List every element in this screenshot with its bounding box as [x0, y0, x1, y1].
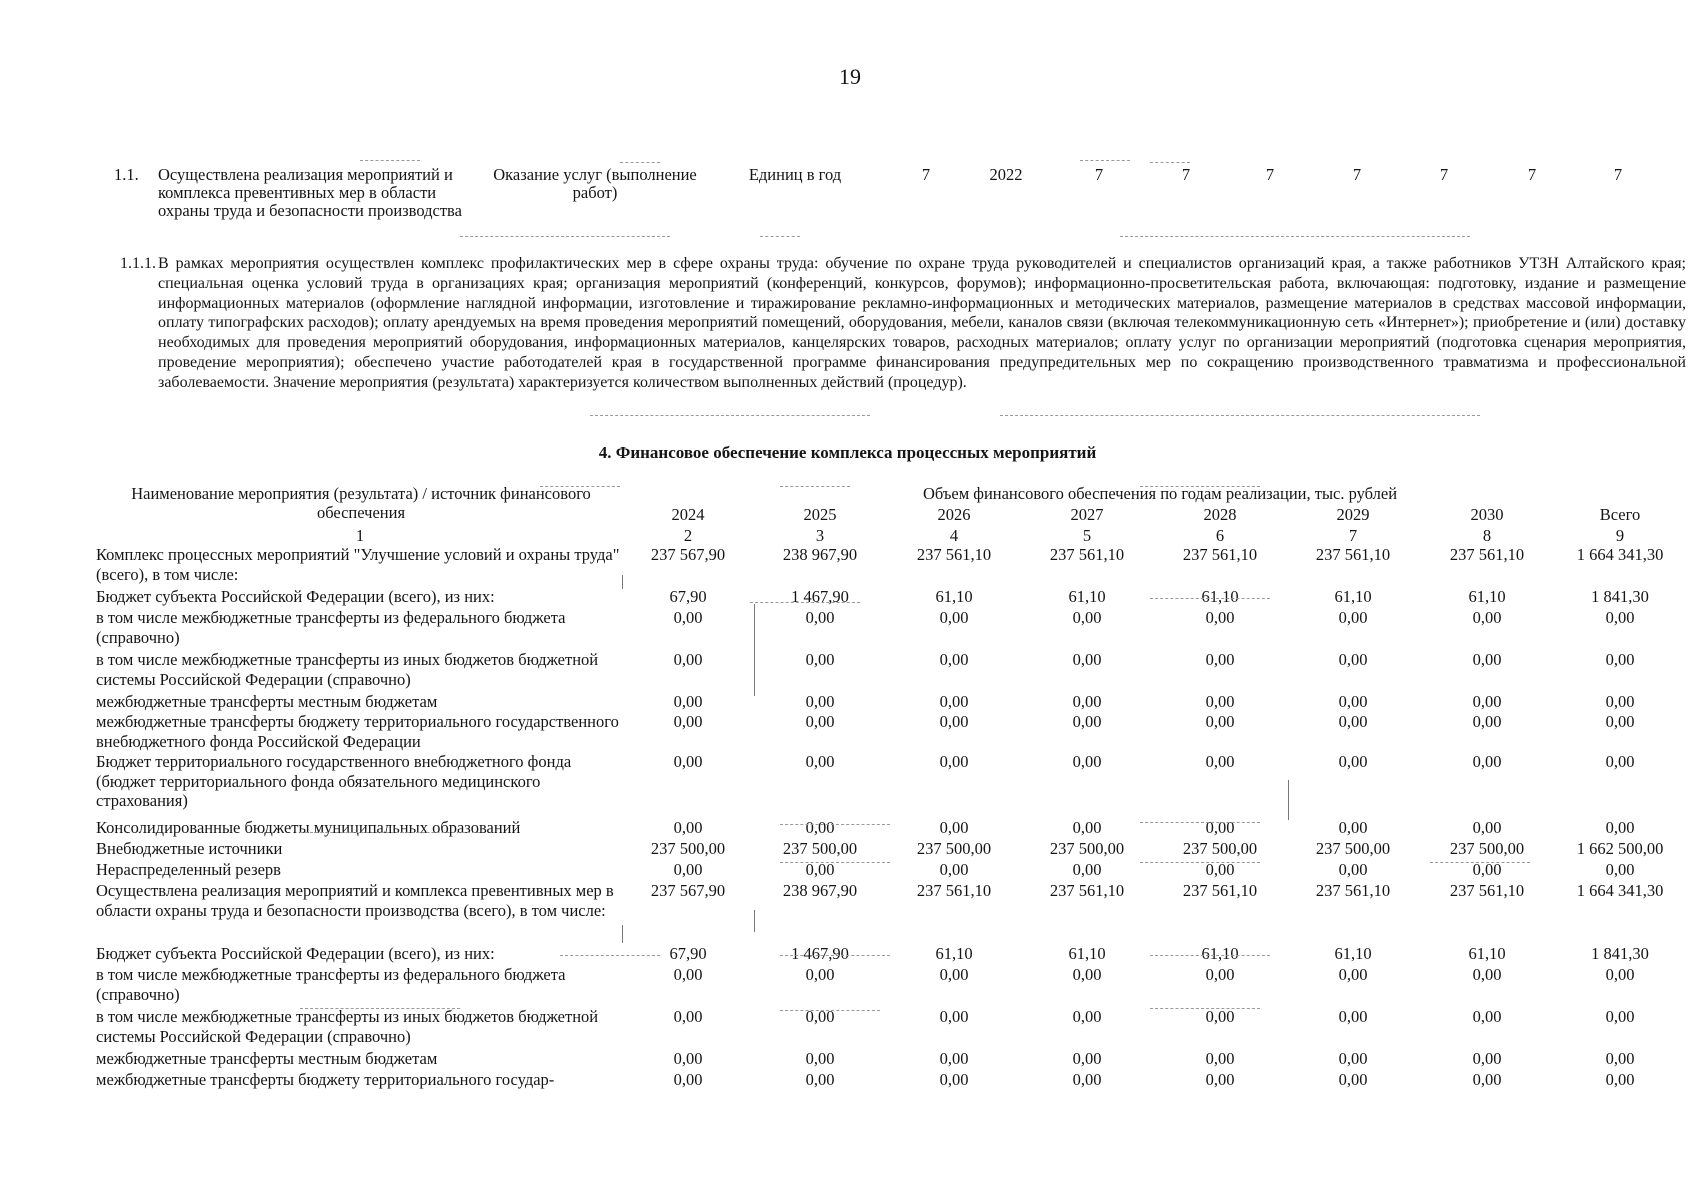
- indicator-value: 7: [1613, 165, 1623, 184]
- table-cell: 0,00: [673, 608, 703, 627]
- table-cell: 237 500,00: [1315, 839, 1391, 858]
- table-cell: 0,00: [1605, 608, 1635, 627]
- table-cell: 237 561,10: [1182, 545, 1258, 564]
- row-label: межбюджетные трансферты местным бюджетам: [96, 1049, 438, 1068]
- table-cell: 0,00: [1072, 860, 1102, 879]
- table-cell: 0,00: [1338, 818, 1368, 837]
- scan-rule: [1140, 486, 1260, 487]
- scan-rule: [300, 1008, 460, 1009]
- table-cell: 0,00: [1205, 650, 1235, 669]
- row-label: Осуществлена реализация мероприятий и комплекса превентивных мер в области охраны труда и безопасности производства (всего), в том числе:: [96, 881, 614, 920]
- table-cell: 237 561,10: [1049, 545, 1125, 564]
- table-cell: 0,00: [1205, 752, 1235, 771]
- row-label: Бюджет субъекта Российской Федерации (всего), из них:: [96, 587, 495, 606]
- table-cell: 0,00: [1205, 1049, 1235, 1068]
- table-cell: 0,00: [939, 752, 969, 771]
- table-cell: 0,00: [939, 1049, 969, 1068]
- table-cell: 0,00: [805, 1070, 835, 1089]
- table-cell: 0,00: [1338, 860, 1368, 879]
- table-cell: 0,00: [1605, 1007, 1635, 1026]
- table-cell: 237 561,10: [1449, 881, 1525, 900]
- table-cell: 0,00: [1472, 692, 1502, 711]
- table-cell: 0,00: [1205, 818, 1235, 837]
- scan-rule: [1150, 162, 1190, 163]
- table-cell: 1 467,90: [791, 587, 849, 606]
- table-cell: 0,00: [673, 1007, 703, 1026]
- scan-tick: [754, 604, 755, 696]
- table-cell: 0,00: [1072, 818, 1102, 837]
- table-cell: 0,00: [939, 712, 969, 731]
- table-cell: 0,00: [673, 752, 703, 771]
- scan-rule: [760, 236, 800, 237]
- table-cell: 0,00: [1472, 1070, 1502, 1089]
- table-cell: 0,00: [1338, 965, 1368, 984]
- table-cell: 67,90: [669, 587, 707, 606]
- row-label: в том числе межбюджетные трансферты из иных бюджетов бюджетной системы Российской Федерации (справочно): [96, 650, 599, 689]
- table-cell: 0,00: [939, 692, 969, 711]
- table-cell: 237 500,00: [1182, 839, 1258, 858]
- table-cell: 0,00: [1472, 965, 1502, 984]
- table-cell: 1 467,90: [791, 944, 849, 963]
- indicator-value: 7: [1439, 165, 1449, 184]
- scan-rule: [1150, 955, 1270, 956]
- indicator-name: Осуществлена реализация мероприятий и комплекса превентивных мер в области охраны труда и безопасности производства: [158, 165, 462, 220]
- table-cell: 0,00: [1605, 752, 1635, 771]
- table-cell: 0,00: [1338, 752, 1368, 771]
- table-cell: 0,00: [1472, 818, 1502, 837]
- table-cell: 0,00: [805, 860, 835, 879]
- scan-rule: [590, 415, 870, 416]
- row-label: в том числе межбюджетные трансферты из федерального бюджета (справочно): [96, 608, 566, 647]
- table-cell: 0,00: [805, 712, 835, 731]
- column-index: 4: [949, 526, 959, 545]
- table-cell: 0,00: [1072, 650, 1102, 669]
- table-cell: 0,00: [939, 965, 969, 984]
- page-number: 19: [839, 64, 861, 89]
- table-cell: 61,10: [1201, 587, 1239, 606]
- indicator-value: 7: [921, 165, 931, 184]
- table-cell: 61,10: [935, 944, 973, 963]
- table-cell: 0,00: [1072, 1007, 1102, 1026]
- table-cell: 0,00: [673, 1049, 703, 1068]
- scan-rule: [780, 486, 850, 487]
- scan-rule: [750, 602, 860, 603]
- table-cell: 0,00: [1072, 608, 1102, 627]
- scan-tick: [1288, 780, 1289, 820]
- table-cell: 1 664 341,30: [1576, 545, 1664, 564]
- scan-rule: [300, 832, 480, 833]
- table-cell: 0,00: [805, 650, 835, 669]
- column-index: 7: [1348, 526, 1358, 545]
- year-header: 2025: [803, 505, 837, 524]
- table-cell: 0,00: [939, 860, 969, 879]
- table-cell: 0,00: [939, 650, 969, 669]
- column-index-name: 1: [355, 526, 365, 545]
- scan-rule: [1150, 1008, 1260, 1009]
- table-cell: 61,10: [935, 587, 973, 606]
- table-cell: 0,00: [673, 965, 703, 984]
- table-cell: 0,00: [1338, 1007, 1368, 1026]
- table-cell: 0,00: [1472, 1007, 1502, 1026]
- scan-tick: [622, 925, 623, 943]
- table-cell: 0,00: [805, 818, 835, 837]
- table-cell: 0,00: [805, 1049, 835, 1068]
- table-cell: 61,10: [1334, 944, 1372, 963]
- table-cell: 0,00: [805, 1007, 835, 1026]
- description-number: 1.1.1.: [120, 255, 156, 272]
- year-header: 2030: [1470, 505, 1504, 524]
- scan-rule: [540, 486, 620, 487]
- table-cell: 61,10: [1068, 944, 1106, 963]
- scan-rule: [780, 955, 890, 956]
- table-cell: 0,00: [939, 818, 969, 837]
- scan-rule: [360, 160, 420, 161]
- table-cell: 0,00: [1605, 692, 1635, 711]
- table-cell: 0,00: [1338, 650, 1368, 669]
- indicator-value: 7: [1265, 165, 1275, 184]
- table-cell: 0,00: [1605, 860, 1635, 879]
- column-index: 8: [1482, 526, 1492, 545]
- table-cell: 61,10: [1201, 944, 1239, 963]
- table-cell: 0,00: [1605, 650, 1635, 669]
- table-cell: 237 567,90: [650, 545, 726, 564]
- year-header: 2027: [1070, 505, 1104, 524]
- table-cell: 0,00: [939, 1070, 969, 1089]
- scan-rule: [460, 236, 670, 237]
- table-cell: 61,10: [1468, 944, 1506, 963]
- indicator-value: 7: [1181, 165, 1191, 184]
- row-label: Нераспределенный резерв: [96, 860, 281, 879]
- column-index: 2: [683, 526, 693, 545]
- indicator-value: 7: [1094, 165, 1104, 184]
- table-cell: 0,00: [1205, 1007, 1235, 1026]
- table-cell: 237 561,10: [1449, 545, 1525, 564]
- row-label: в том числе межбюджетные трансферты из иных бюджетов бюджетной системы Российской Федерации (справочно): [96, 1007, 599, 1046]
- table-cell: 0,00: [1205, 692, 1235, 711]
- table-cell: 237 567,90: [650, 881, 726, 900]
- table-cell: 1 662 500,00: [1576, 839, 1664, 858]
- table-cell: 0,00: [1072, 1070, 1102, 1089]
- table-cell: 237 500,00: [916, 839, 992, 858]
- table-cell: 0,00: [805, 965, 835, 984]
- column-index: 6: [1215, 526, 1225, 545]
- table-cell: 237 500,00: [1449, 839, 1525, 858]
- column-index: 9: [1615, 526, 1625, 545]
- table-cell: 0,00: [1205, 608, 1235, 627]
- year-header: 2028: [1203, 505, 1237, 524]
- table-cell: 0,00: [1072, 712, 1102, 731]
- scan-rule: [1140, 822, 1260, 823]
- year-header: Всего: [1599, 505, 1641, 524]
- row-label: Внебюджетные источники: [96, 839, 283, 858]
- table-cell: 0,00: [805, 752, 835, 771]
- scan-rule: [620, 162, 660, 163]
- table-cell: 0,00: [1338, 1070, 1368, 1089]
- table-cell: 0,00: [1072, 752, 1102, 771]
- table-cell: 0,00: [1472, 1049, 1502, 1068]
- table-cell: 237 561,10: [1049, 881, 1125, 900]
- row-label: межбюджетные трансферты бюджету территориального государственного внебюджетного фонда Российской Федерации: [96, 712, 619, 751]
- indicator-type: Оказание услуг (выполнение работ): [493, 165, 697, 202]
- year-header: 2029: [1336, 505, 1370, 524]
- table-cell: 0,00: [1605, 712, 1635, 731]
- table-cell: 0,00: [939, 1007, 969, 1026]
- table-cell: 238 967,90: [782, 881, 858, 900]
- table-cell: 0,00: [1205, 860, 1235, 879]
- table-cell: 0,00: [673, 712, 703, 731]
- scan-tick: [754, 910, 755, 932]
- table-cell: 1 664 341,30: [1576, 881, 1664, 900]
- indicator-value: 7: [1527, 165, 1537, 184]
- table-cell: 0,00: [1072, 1049, 1102, 1068]
- row-label: Бюджет субъекта Российской Федерации (всего), из них:: [96, 944, 495, 963]
- table-cell: 0,00: [1472, 752, 1502, 771]
- table-cell: 237 561,10: [1182, 881, 1258, 900]
- table-cell: 0,00: [673, 1070, 703, 1089]
- row-label: межбюджетные трансферты бюджету территориального государ-: [96, 1070, 555, 1089]
- scan-rule: [780, 862, 890, 863]
- table-cell: 61,10: [1068, 587, 1106, 606]
- table-cell: 0,00: [1072, 692, 1102, 711]
- indicator-value: 2022: [989, 165, 1023, 184]
- row-label: межбюджетные трансферты местным бюджетам: [96, 692, 438, 711]
- table-cell: 0,00: [673, 650, 703, 669]
- table-cell: 237 561,10: [1315, 881, 1391, 900]
- table-cell: 237 500,00: [782, 839, 858, 858]
- indicator-number: 1.1.: [114, 165, 139, 184]
- indicator-value: 7: [1352, 165, 1362, 184]
- row-label: Бюджет территориального государственного внебюджетного фонда (бюджет территориального фонда обязательного медицинского страхования): [96, 752, 572, 811]
- table-cell: 237 561,10: [916, 545, 992, 564]
- scan-rule: [1000, 415, 1480, 416]
- table-cell: 0,00: [1338, 692, 1368, 711]
- table-cell: 0,00: [1072, 965, 1102, 984]
- table-cell: 0,00: [1472, 712, 1502, 731]
- scan-rule: [780, 824, 890, 825]
- table-cell: 1 841,30: [1591, 587, 1649, 606]
- table-cell: 0,00: [1338, 608, 1368, 627]
- row-label: Консолидированные бюджеты муниципальных образований: [96, 818, 521, 837]
- table-cell: 0,00: [939, 608, 969, 627]
- table-cell: 61,10: [1468, 587, 1506, 606]
- table-cell: 0,00: [1605, 965, 1635, 984]
- row-label: Комплекс процессных мероприятий "Улучшение условий и охраны труда" (всего), в том числе:: [96, 545, 620, 584]
- table-cell: 238 967,90: [782, 545, 858, 564]
- table-cell: 0,00: [805, 692, 835, 711]
- scan-rule: [1150, 598, 1270, 599]
- scan-rule: [1430, 862, 1530, 863]
- table-cell: 0,00: [1338, 1049, 1368, 1068]
- scan-rule: [1080, 160, 1130, 161]
- table-cell: 0,00: [805, 608, 835, 627]
- year-header: 2026: [937, 505, 971, 524]
- table-cell: 0,00: [1205, 712, 1235, 731]
- table-cell: 0,00: [1472, 650, 1502, 669]
- column-volume-header: Объем финансового обеспечения по годам реализации, тыс. рублей: [922, 484, 1398, 503]
- scan-rule: [560, 955, 660, 956]
- scan-tick: [622, 575, 623, 589]
- table-cell: 0,00: [673, 860, 703, 879]
- year-header: 2024: [671, 505, 705, 524]
- indicator-unit: Единиц в год: [748, 165, 842, 184]
- scan-rule: [1140, 862, 1260, 863]
- table-cell: 0,00: [1605, 818, 1635, 837]
- section-title: 4. Финансовое обеспечение комплекса процессных мероприятий: [598, 443, 1097, 462]
- table-cell: 0,00: [673, 692, 703, 711]
- table-cell: 0,00: [673, 818, 703, 837]
- scan-rule: [780, 1010, 880, 1011]
- table-cell: 61,10: [1334, 587, 1372, 606]
- table-cell: 237 561,10: [1315, 545, 1391, 564]
- table-cell: 0,00: [1205, 1070, 1235, 1089]
- table-cell: 0,00: [1605, 1070, 1635, 1089]
- row-label: в том числе межбюджетные трансферты из федерального бюджета (справочно): [96, 965, 566, 1004]
- table-cell: 0,00: [1205, 965, 1235, 984]
- scan-rule: [1120, 236, 1470, 237]
- table-cell: 237 500,00: [650, 839, 726, 858]
- column-name-header: Наименование мероприятия (результата) / источник финансового обеспечения: [131, 484, 591, 522]
- table-cell: 0,00: [1472, 860, 1502, 879]
- table-cell: 1 841,30: [1591, 944, 1649, 963]
- table-cell: 0,00: [1605, 1049, 1635, 1068]
- table-cell: 67,90: [669, 944, 707, 963]
- table-cell: 0,00: [1472, 608, 1502, 627]
- table-cell: 0,00: [1338, 712, 1368, 731]
- column-index: 3: [815, 526, 825, 545]
- column-index: 5: [1082, 526, 1092, 545]
- table-cell: 237 500,00: [1049, 839, 1125, 858]
- description-text: В рамках мероприятия осуществлен комплекс профилактических мер в сфере охраны труда: обучение по охране труда руководителей и специалистов организаций края, а также работников УТЗН Алтайского края; специальная оценка условий труда в организациях края; организация мероприятий (конференций, конкурсов, форумов); информационно-просветительская работа, включающая: подготовку, издание и размещение информационных материалов (оформление наглядной информации, изготовление и тиражирование рекламно-информационных и методических материалов, размещение материалов в средствах массовой информации, оплату типографских расходов); оплату арендуемых на время проведения мероприятий помещений, оборудования, мебели, каналов связи (включая телекоммуникационную сеть «Интернет»); приобретение и (или) доставку необходимых для проведения мероприятий оборудования, информационных материалов, канцелярских товаров, расходных материалов; оплату услуг по организации мероприятий (подготовка сценария мероприятия, проведение мероприятия); обеспечено участие работодателей края в государственной программе финансирования предупредительных мер по сокращению производственного травматизма и профессиональной заболеваемости. Значение мероприятия (результата) характеризуется количеством выполненных действий (процедур).: [158, 255, 1686, 391]
- table-cell: 237 561,10: [916, 881, 992, 900]
